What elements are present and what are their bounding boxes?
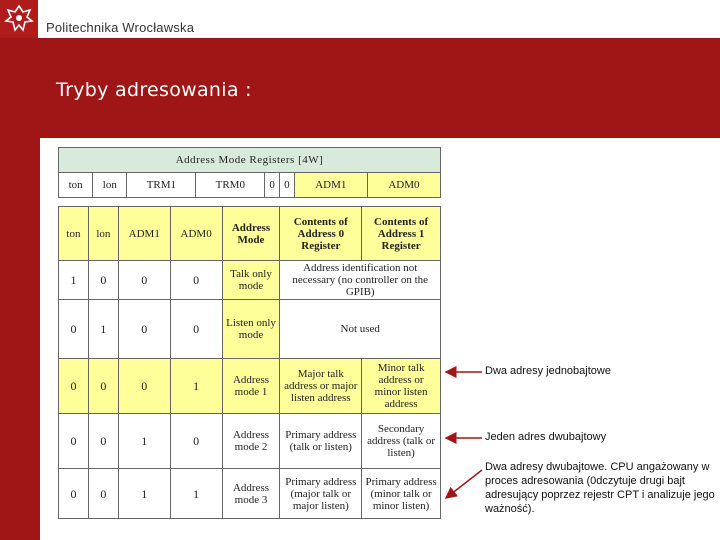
address1-cell: Primary address (minor talk or minor listen): [362, 469, 441, 519]
ton-cell: 1: [59, 261, 89, 300]
table-row: [59, 300, 441, 359]
annotation-mode1: Dwa adresy jednobajtowe: [485, 365, 611, 377]
university-name: Politechnika Wrocławska: [46, 20, 195, 35]
column-header: Contents of Address 0 Register: [280, 207, 362, 261]
address-mode-table: [58, 206, 441, 519]
address-mode-cell: Talk only mode: [222, 261, 280, 300]
adm0-cell: 0: [170, 261, 222, 300]
table-header-row: [59, 207, 441, 261]
column-header: lon: [88, 207, 118, 261]
adm1-cell: 1: [118, 414, 170, 469]
register-bit: 0: [265, 173, 280, 198]
column-header: Contents of Address 1 Register: [362, 207, 441, 261]
lon-cell: 0: [88, 261, 118, 300]
table-row: [59, 261, 441, 300]
header-bar: [0, 0, 720, 38]
university-logo: [0, 0, 38, 38]
eagle-crest-icon: [3, 3, 35, 35]
address0-cell: Primary address (talk or listen): [280, 414, 362, 469]
address-mode-cell: Address mode 2: [222, 414, 280, 469]
register-table: [58, 147, 441, 198]
table-row: [59, 469, 441, 519]
ton-cell: 0: [59, 414, 89, 469]
annotation-mode3: Dwa adresy dwubajtowe. CPU angażowany w proces adresowania (0dczytuje drugi bajt adresujący poprzez rejestr CPT i analizuje jego ważność).: [485, 461, 715, 515]
ton-cell: 0: [59, 469, 89, 519]
arrow-mode3: [446, 470, 482, 498]
column-header: ADM0: [170, 207, 222, 261]
ton-cell: 0: [59, 300, 89, 359]
table-row: [59, 414, 441, 469]
register-bit: lon: [93, 173, 127, 198]
register-bit: 0: [280, 173, 295, 198]
address0-cell: Major talk address or major listen address: [280, 359, 362, 414]
address1-cell: Secondary address (talk or listen): [362, 414, 441, 469]
lon-cell: 0: [88, 469, 118, 519]
adm0-cell: 0: [170, 414, 222, 469]
left-accent-strip: [0, 38, 40, 540]
adm1-cell: 0: [118, 300, 170, 359]
register-bit: ton: [59, 173, 93, 198]
register-bit: ADM0: [367, 173, 440, 198]
column-header: Address Mode: [222, 207, 280, 261]
address0-cell: Primary address (major talk or major listen): [280, 469, 362, 519]
lon-cell: 0: [88, 414, 118, 469]
column-header: ADM1: [118, 207, 170, 261]
register-bit: TRM0: [196, 173, 265, 198]
adm0-cell: 1: [170, 469, 222, 519]
lon-cell: 1: [88, 300, 118, 359]
register-table-title: Address Mode Registers [4W]: [59, 148, 441, 173]
register-bits-row: [59, 173, 441, 198]
lon-cell: 0: [88, 359, 118, 414]
adm0-cell: 0: [170, 300, 222, 359]
adm1-cell: 1: [118, 469, 170, 519]
address1-cell: Minor talk address or minor listen address: [362, 359, 441, 414]
register-bit: TRM1: [127, 173, 196, 198]
column-header: ton: [59, 207, 89, 261]
address-mode-cell: Address mode 1: [222, 359, 280, 414]
address-mode-figure: [55, 144, 444, 538]
annotation-mode2: Jeden adres dwubajtowy: [485, 431, 607, 443]
address-mode-cell: Address mode 3: [222, 469, 280, 519]
address-mode-cell: Listen only mode: [222, 300, 280, 359]
adm0-cell: 1: [170, 359, 222, 414]
table-row-highlighted: [59, 359, 441, 414]
adm1-cell: 0: [118, 261, 170, 300]
slide-title: Tryby adresowania :: [56, 79, 252, 101]
ton-cell: 0: [59, 359, 89, 414]
adm1-cell: 0: [118, 359, 170, 414]
register-bit: ADM1: [294, 173, 367, 198]
merged-contents-cell: Not used: [280, 300, 441, 359]
merged-contents-cell: Address identification not necessary (no controller on the GPIB): [280, 261, 441, 300]
